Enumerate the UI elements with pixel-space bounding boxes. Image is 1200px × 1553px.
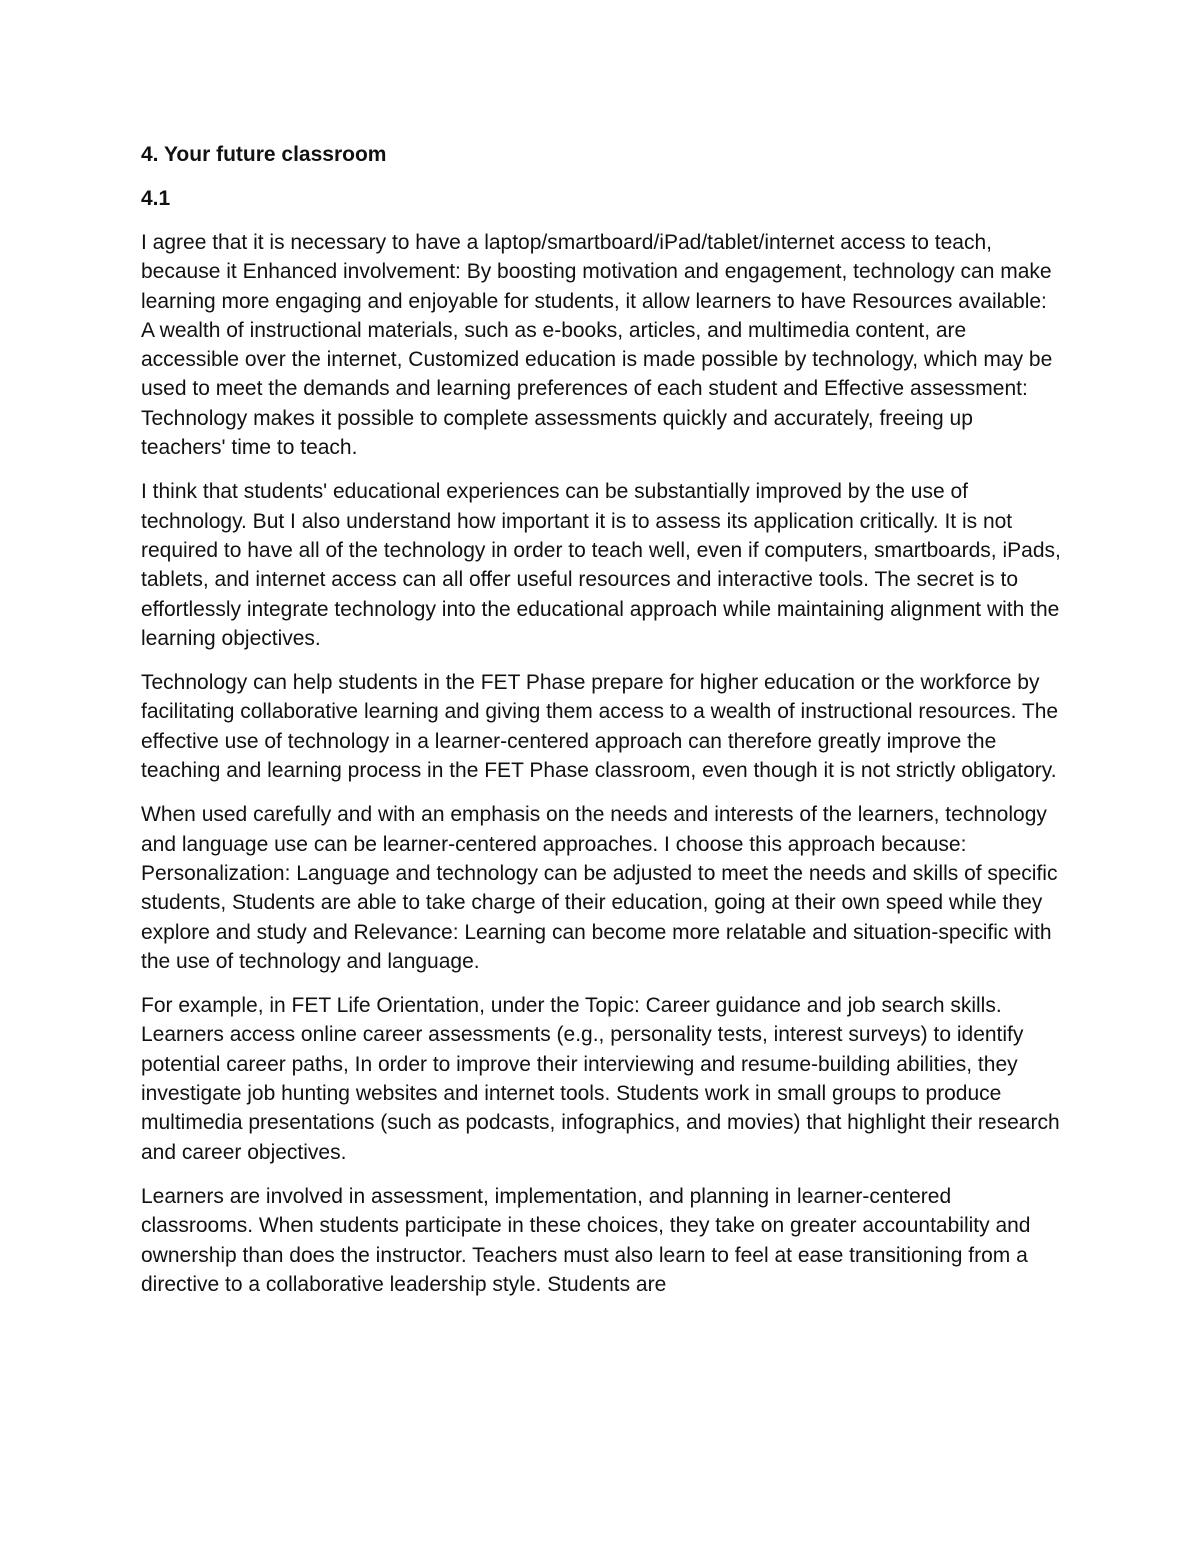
paragraph-critical-assessment: I think that students' educational experiences can be substantially improved by the use of technology. But I also understand how important it is to assess its application critically. It is not required to have all of the technology in order to teach well, even if computers, smartboards, iPads, tablets, and internet access can all offer useful resources and interactive tools. The secret is to effortlessly integrate technology into the educational approach while maintaining alignment with the learning objectives.	[141, 480, 1061, 650]
paragraph-learner-involvement: Learners are involved in assessment, implementation, and planning in learner-centered classrooms. When students participate in these choices, they take on greater accountability and ownership than does the instructor. Teachers must also learn to feel at ease transitioning from a directive to a collaborative leadership style. Students are	[141, 1184, 1031, 1296]
paragraph-learner-centered: When used carefully and with an emphasis on the needs and interests of the learners, technology and language use can be learner-centered approaches. I choose this approach because: Personalization: Language and technology can be adjusted to meet the needs and skills of specific students, Students are able to take charge of their education, going at their own speed while they explore and study and Relevance: Learning can become more relatable and situation-specific with the use of technology and language.	[141, 803, 1058, 973]
paragraph-technology-necessity: I agree that it is necessary to have a laptop/smartboard/iPad/tablet/internet access to teach, because it Enhanced involvement: By boosting motivation and engagement, technology can make learning more engaging and enjoyable for students, it allow learners to have Resources available: A wealth of instructional materials, such as e-books, articles, and multimedia content, are accessible over the internet, Customized education is made possible by technology, which may be used to meet the demands and learning preferences of each student and Effective assessment: Technology makes it possible to complete assessments quickly and accurately, freeing up teachers' time to teach.	[141, 231, 1053, 460]
paragraph-fet-phase: Technology can help students in the FET Phase prepare for higher education or the workforce by facilitating collaborative learning and giving them access to a wealth of instructional resources. The effective use of technology in a learner-centered approach can therefore greatly improve the teaching and learning process in the FET Phase classroom, even though it is not strictly obligatory.	[141, 671, 1059, 783]
paragraph-example-life-orientation: For example, in FET Life Orientation, under the Topic: Career guidance and job search skills. Learners access online career assessments (e.g., personality tests, interest surveys) to identify potential career paths, In order to improve their interviewing and resume-building abilities, they investigate job hunting websites and internet tools. Students work in small groups to produce multimedia presentations (such as podcasts, infographics, and movies) that highlight their research and career objectives.	[141, 994, 1060, 1164]
document-body	[141, 140, 1061, 1314]
section-heading: 4. Your future classroom	[141, 143, 387, 166]
subsection-heading: 4.1	[141, 187, 171, 210]
